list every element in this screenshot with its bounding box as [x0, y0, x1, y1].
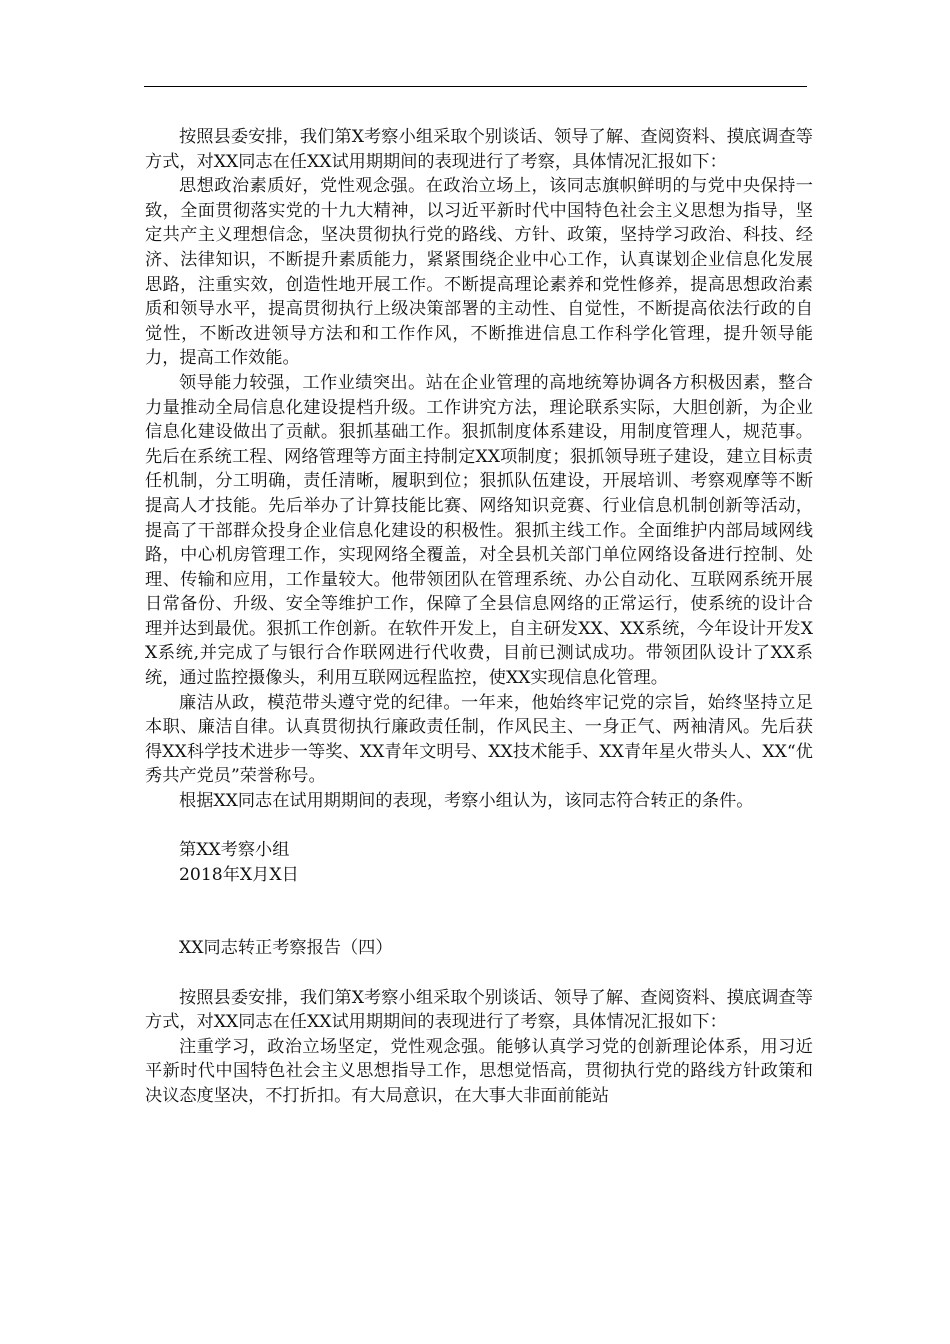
- paragraph: 根据XX同志在试用期期间的表现，考察小组认为，该同志符合转正的条件。: [179, 791, 754, 812]
- paragraph: 思想政治素质好，党性观念强。在政治立场上，该同志旗帜鲜明的与党中央保持一致，全面贯彻落实党的十九大精神，以习近平新时代中国特色社会主义思想为指导，坚定共产主义理想信念，坚决贯彻执行党的路线、方针、政策，坚持学习政治、科技、经济、法律知识，不断提升素质能力，紧紧围绕企业中心工作，认真谋划企业信息化发展思路，注重实效，创造性地开展工作。不断提高理论素养和党性修养，提高思想政治素质和领导水平，提高贯彻执行上级决策部署的主动性、自觉性，不断提高依法行政的自觉性，不断改进领导方法和和工作作风，不断推进信息工作科学化管理，提升领导能力，提高工作效能。: [145, 176, 813, 369]
- spacer: [145, 814, 813, 839]
- paragraph: 注重学习，政治立场坚定，党性观念强。能够认真学习党的创新理论体系，用习近平新时代中国特色社会主义思想指导工作，思想觉悟高，贯彻执行党的路线方针政策和决议态度坚决，不打折扣。有大局意识，在大事大非面前能站: [145, 1036, 813, 1106]
- header-rule: [144, 86, 807, 87]
- signature-date: 2018年X月X日: [179, 864, 299, 885]
- paragraph: 按照县委安排，我们第X考察小组采取个别谈话、领导了解、查阅资料、摸底调查等方式，对XX同志在任XX试用期期间的表现进行了考察，具体情况汇报如下：: [145, 127, 813, 172]
- spacer: [145, 887, 813, 936]
- paragraph: 按照县委安排，我们第X考察小组采取个别谈话、领导了解、查阅资料、摸底调查等方式，对XX同志在任XX试用期期间的表现进行了考察，具体情况汇报如下：: [145, 987, 813, 1033]
- signature: 第XX考察小组: [179, 840, 290, 861]
- spacer: [145, 961, 813, 986]
- document-body: [145, 125, 813, 1109]
- section-title: XX同志转正考察报告（四）: [179, 938, 393, 959]
- paragraph: 领导能力较强，工作业绩突出。站在企业管理的高地统筹协调各方积极因素，整合力量推动全局信息化建设提档升级。工作讲究方法，理论联系实际，大胆创新，为企业信息化建设做出了贡献。狠抓基础工作。狠抓制度体系建设，用制度管理人，规范事。先后在系统工程、网络管理等方面主持制定XX项制度；狠抓领导班子建设，建立目标责任机制，分工明确，责任清晰，履职到位；狠抓队伍建设，开展培训、考察观摩等不断提高人才技能。先后举办了计算技能比赛、网络知识竞赛、行业信息机制创新等活动，提高了干部群众投身企业信息化建设的积极性。狠抓主线工作。全面维护内部局域网线路，中心机房管理工作，实现网络全覆盖，对全县机关部门单位网络设备进行控制、处理、传输和应用，工作量较大。他带领团队在管理系统、办公自动化、互联网系统开展日常备份、升级、安全等维护工作，保障了全县信息网络的正常运行，使系统的设计合理并达到最优。狠抓工作创新。在软件开发上，自主研发XX、XX系统，今年设计开发XX系统,并完成了与银行合作联网进行代收费，目前已测试成功。带领团队设计了XX系统，通过监控摄像头，利用互联网远程监控，使XX实现信息化管理。: [145, 372, 813, 689]
- paragraph: 廉洁从政，模范带头遵守党的纪律。一年来，他始终牢记党的宗旨，始终坚持立足本职、廉洁自律。认真贯彻执行廉政责任制，作风民主、一身正气、两袖清风。先后获得XX科学技术进步一等奖、XX青年文明号、XX技术能手、XX青年星火带头人、XX“优秀共产党员”荣誉称号。: [145, 692, 813, 787]
